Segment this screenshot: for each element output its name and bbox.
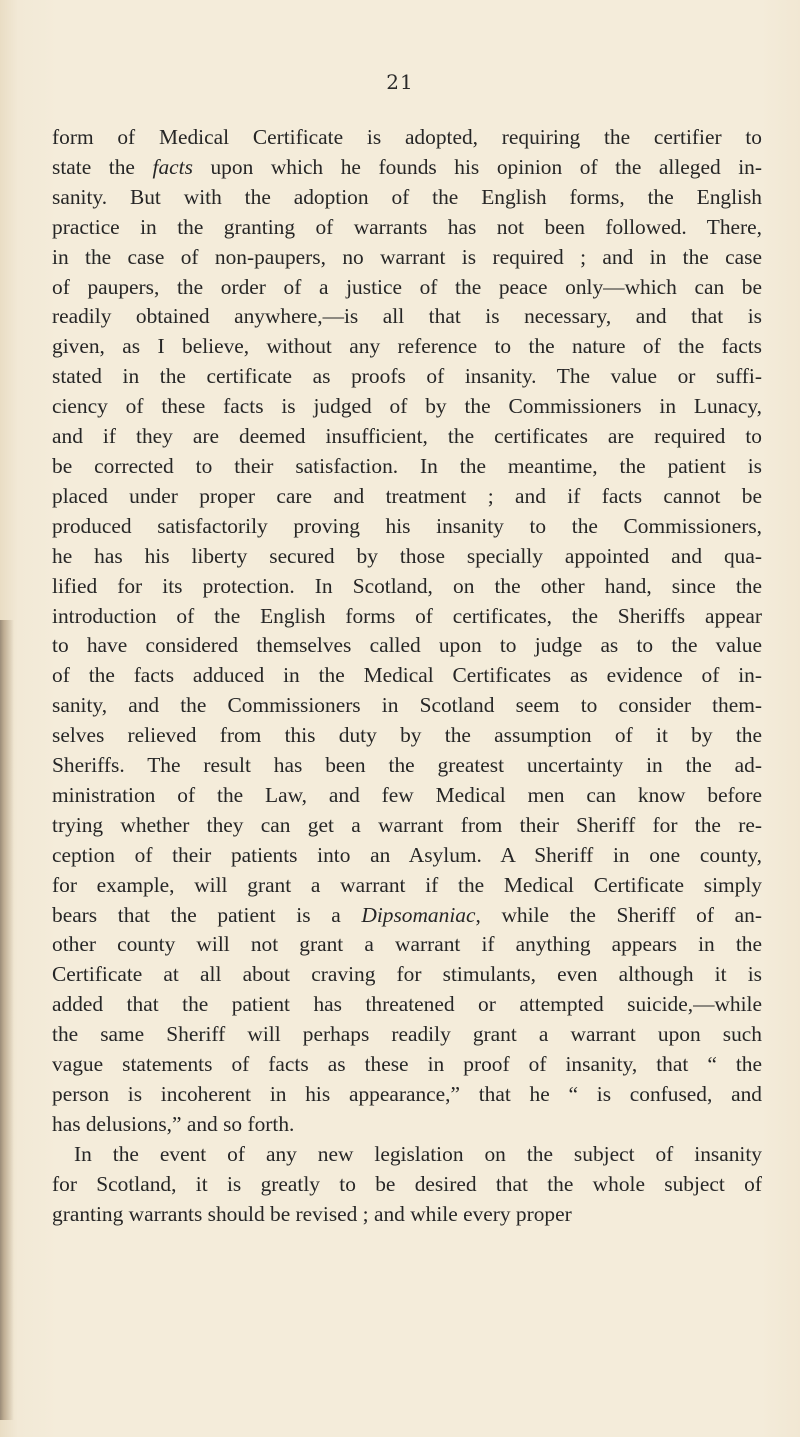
text-line: sanity, and the Commissioners in Scotland seem to consider them- [52, 693, 762, 718]
text-line: vague statements of facts as these in proof of insanity, that “ the [52, 1052, 762, 1077]
italic-text: facts [152, 154, 193, 179]
body-text [52, 123, 762, 1230]
text-line: produced satisfactorily proving his insanity to the Commissioners, [52, 513, 762, 538]
text-line: ception of their patients into an Asylum. A Sheriff in one county, [52, 842, 762, 867]
text-line: form of Medical Certificate is adopted, requiring the certifier to [52, 125, 762, 149]
text-line: ciency of these facts is judged of by the Commissioners in Lunacy, [52, 394, 762, 419]
text-line: selves relieved from this duty by the assumption of it by the [52, 723, 762, 748]
page-number: 21 [386, 70, 414, 94]
paragraph-2 [52, 1140, 762, 1230]
text-line: bears that the patient is a Dipsomaniac, while the Sheriff of an- [52, 902, 762, 927]
text-line: of the facts adduced in the Medical Certificates as evidence of in- [52, 663, 762, 688]
text-line: added that the patient has threatened or attempted suicide,—while [52, 992, 762, 1017]
text-line: in the case of non-paupers, no warrant is required ; and in the case [52, 244, 762, 269]
text-line: practice in the granting of warrants has not been followed. There, [52, 214, 762, 239]
italic-text: Dipsomaniac [361, 902, 476, 927]
text-line: introduction of the English forms of certificates, the Sheriffs appear [52, 603, 762, 628]
text-line: and if they are deemed insufficient, the certificates are required to [52, 424, 762, 449]
text-line: trying whether they can get a warrant from their Sheriff for the re- [52, 812, 762, 837]
text-line: Certificate at all about craving for stimulants, even although it is [52, 962, 762, 987]
text-line: of paupers, the order of a justice of the peace only—which can be [52, 274, 762, 299]
text-line: Sheriffs. The result has been the greatest uncertainty in the ad- [52, 753, 762, 778]
text-line: the same Sheriff will perhaps readily grant a warrant upon such [52, 1022, 762, 1047]
text-line: has delusions,” and so forth. [52, 1111, 295, 1136]
text-line: ministration of the Law, and few Medical men can know before [52, 782, 762, 807]
text-line: be corrected to their satisfaction. In the meantime, the patient is [52, 453, 762, 478]
text-line: for example, will grant a warrant if the Medical Certificate simply [52, 872, 762, 897]
text-line: readily obtained anywhere,—is all that is necessary, and that is [52, 304, 762, 329]
binding-shadow [0, 620, 14, 1420]
paragraph-1 [52, 123, 762, 1140]
text-line: granting warrants should be revised ; and while every proper [52, 1201, 572, 1226]
text-line: given, as I believe, without any reference to the nature of the facts [52, 334, 762, 359]
text-line: for Scotland, it is greatly to be desired that the whole subject of [52, 1171, 762, 1196]
text-line: stated in the certificate as proofs of insanity. The value or suffi- [52, 364, 762, 389]
text-line: lified for its protection. In Scotland, on the other hand, since the [52, 573, 762, 598]
text-line: In the event of any new legislation on the subject of insanity [74, 1141, 762, 1166]
text-line: placed under proper care and treatment ; and if facts cannot be [52, 483, 762, 508]
text-line: state the facts upon which he founds his opinion of the alleged in- [52, 154, 762, 179]
text-line: he has his liberty secured by those specially appointed and qua- [52, 543, 762, 568]
text-line: person is incoherent in his appearance,” that he “ is confused, and [52, 1082, 762, 1106]
text-line: to have considered themselves called upon to judge as to the value [52, 633, 762, 658]
text-line: other county will not grant a warrant if anything appears in the [52, 932, 762, 957]
text-line: sanity. But with the adoption of the English forms, the English [52, 184, 762, 209]
